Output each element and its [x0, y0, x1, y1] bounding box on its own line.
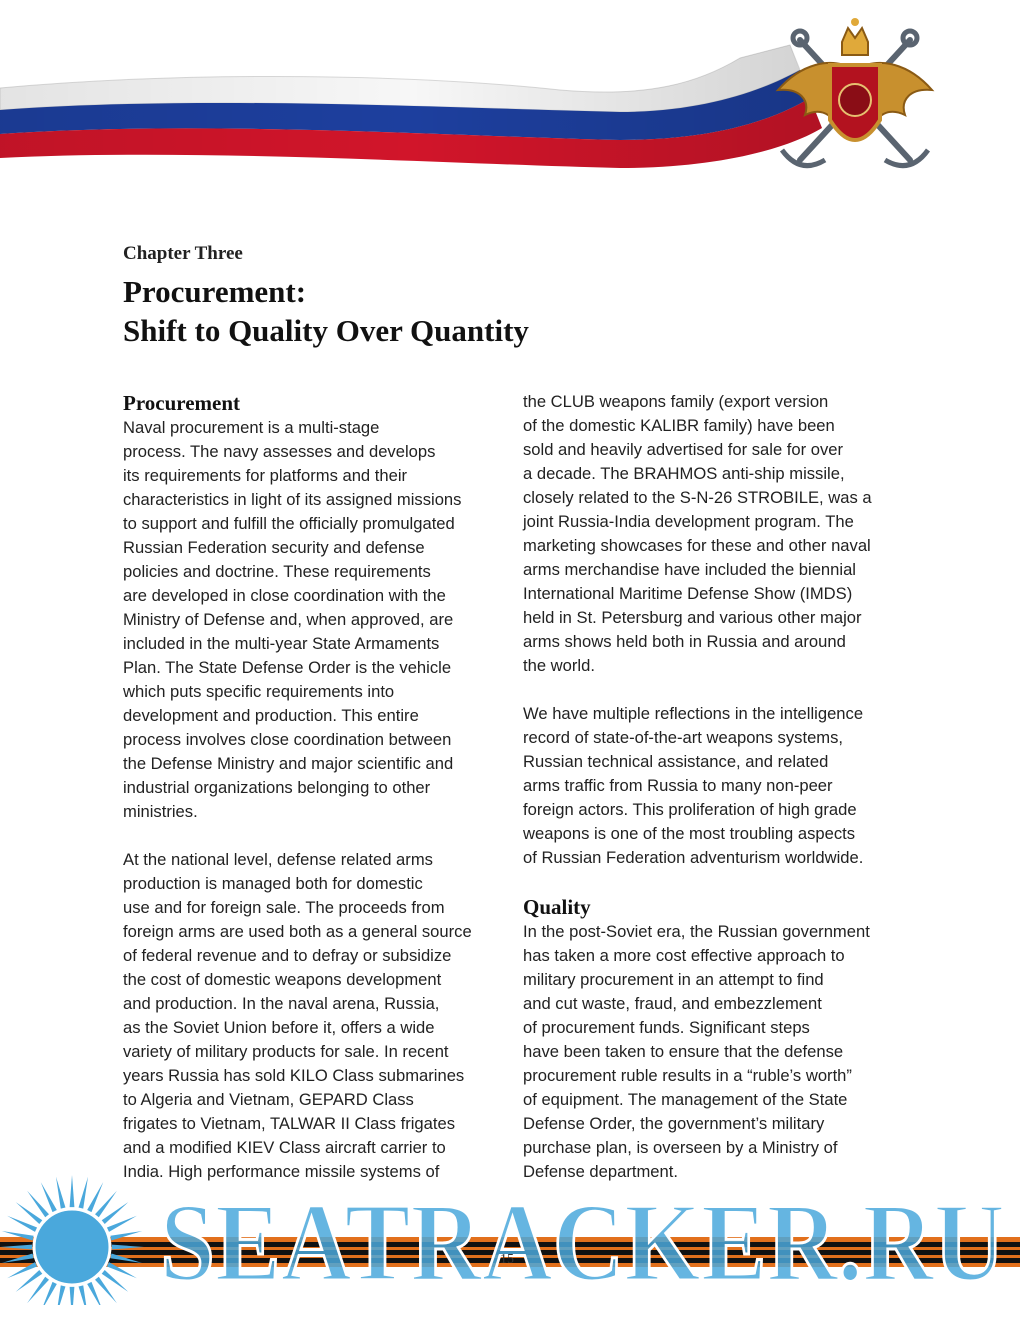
text-line: Naval procurement is a multi-stage	[123, 418, 380, 437]
text-line: military procurement in an attempt to find	[523, 970, 824, 989]
text-line: sold and heavily advertised for sale for over	[523, 440, 844, 459]
text-line: marketing showcases for these and other naval	[523, 536, 871, 555]
text-line: which puts specific requirements into	[123, 682, 395, 701]
text-line: policies and doctrine. These requirements	[123, 562, 431, 581]
text-line: production is managed both for domestic	[123, 874, 423, 893]
text-line: variety of military products for sale. In recent	[123, 1042, 449, 1061]
text-line: Defense Order, the government’s military	[523, 1114, 825, 1133]
sun-ray	[7, 1216, 37, 1232]
text-line: held in St. Petersburg and various other major	[523, 608, 862, 627]
text-line: frigates to Vietnam, TALWAR II Class frigates	[123, 1114, 455, 1133]
text-line: In the post-Soviet era, the Russian government	[523, 922, 870, 941]
text-line: have been taken to ensure that the defense	[523, 1042, 844, 1061]
text-line: its requirements for platforms and their	[123, 466, 408, 485]
text-line: foreign actors. This proliferation of high grade	[523, 800, 857, 819]
text-line: arms traffic from Russia to many non-peer	[523, 776, 833, 795]
left-column	[123, 390, 508, 1208]
paragraph-club-weapons	[523, 390, 908, 678]
sun-ray	[70, 1287, 75, 1305]
text-line: included in the multi-year State Armaments	[123, 634, 440, 653]
sun-ray	[56, 1177, 65, 1209]
text-line: purchase plan, is overseen by a Ministry of	[523, 1138, 838, 1157]
text-line: of the domestic KALIBR family) have been	[523, 416, 835, 435]
text-line: We have multiple reflections in the intelligence	[523, 704, 864, 723]
text-line: Ministry of Defense and, when approved, are	[123, 610, 454, 629]
text-line: industrial organizations belonging to other	[123, 778, 431, 797]
text-line: International Maritime Defense Show (IMDS)	[523, 584, 853, 603]
text-line: weapons is one of the most troubling aspects	[523, 824, 856, 843]
text-line: record of state-of-the-art weapons systems,	[523, 728, 844, 747]
sun-ray	[87, 1182, 103, 1212]
text-line: and cut waste, fraud, and embezzlement	[523, 994, 822, 1013]
text-line: foreign arms are used both as a general source	[123, 922, 472, 941]
text-line: India. High performance missile systems of	[123, 1162, 440, 1181]
chapter-label: Chapter Three	[123, 243, 243, 264]
text-line: closely related to the S-N-26 STROBILE, was a	[523, 488, 872, 507]
text-line: are developed in close coordination with the	[123, 586, 446, 605]
text-line: process. The navy assesses and develops	[123, 442, 436, 461]
text-line: Russian Federation security and defense	[123, 538, 425, 557]
text-line: procurement ruble results in a “ruble’s worth”	[523, 1066, 852, 1085]
text-line: arms shows held both in Russia and around	[523, 632, 846, 651]
paragraph-intelligence-record	[523, 702, 908, 870]
text-line: Plan. The State Defense Order is the vehicle	[123, 658, 452, 677]
right-column	[523, 390, 908, 1208]
paragraph-naval-procurement	[123, 416, 508, 824]
page-number: 15	[500, 1252, 514, 1267]
text-line: the world.	[523, 656, 595, 675]
text-line: the cost of domestic weapons development	[123, 970, 442, 989]
section-heading-quality: Quality	[523, 895, 591, 919]
text-line: of procurement funds. Significant steps	[523, 1018, 810, 1037]
text-line: and production. In the naval arena, Russia,	[123, 994, 440, 1013]
sun-ray	[41, 1182, 57, 1212]
text-line: the Defense Ministry and major scientific and	[123, 754, 454, 773]
text-line: process involves close coordination between	[123, 730, 452, 749]
text-line: joint Russia-India development program. The	[523, 512, 854, 531]
text-line: as the Soviet Union before it, offers a wide	[123, 1018, 435, 1037]
sun-ray	[79, 1285, 88, 1305]
text-line: of federal revenue and to defray or subsidize	[123, 946, 452, 965]
watermark	[0, 1175, 1020, 1305]
text-line: use and for foreign sale. The proceeds from	[123, 898, 445, 917]
section-heading-procurement: Procurement	[123, 391, 241, 415]
paragraph-post-soviet	[523, 920, 908, 1184]
watermark-text: SEATRACKER.RU	[160, 1181, 1005, 1305]
sun-ray	[79, 1177, 88, 1209]
sun-ray	[70, 1175, 75, 1207]
text-line: characteristics in light of its assigned missions	[123, 490, 462, 509]
text-line: a decade. The BRAHMOS anti-ship missile,	[523, 464, 845, 483]
text-line: ministries.	[123, 802, 198, 821]
sun-ray	[56, 1285, 65, 1305]
text-line: to support and fulfill the officially promulgated	[123, 514, 455, 533]
text-line: has taken a more cost effective approach to	[523, 946, 845, 965]
text-line: At the national level, defense related arms	[123, 850, 433, 869]
text-line: to Algeria and Vietnam, GEPARD Class	[123, 1090, 414, 1109]
text-line: and a modified KIEV Class aircraft carrier to	[123, 1138, 446, 1157]
text-line: development and production. This entire	[123, 706, 419, 725]
text-line: arms merchandise have included the biennial	[523, 560, 856, 579]
paragraph-national-level	[123, 848, 508, 1184]
page-title	[123, 272, 529, 350]
page-title-line-2: Shift to Quality Over Quantity	[123, 313, 529, 348]
text-line: of Russian Federation adventurism worldwide.	[523, 848, 864, 867]
text-line: the CLUB weapons family (export version	[523, 392, 829, 411]
text-line: of equipment. The management of the State	[523, 1090, 848, 1109]
text-line: Russian technical assistance, and related	[523, 752, 829, 771]
page-title-line-1: Procurement:	[123, 274, 307, 309]
naval-emblem-icon	[770, 10, 940, 185]
text-line: Defense department.	[523, 1162, 678, 1181]
sun-ray	[107, 1216, 137, 1232]
text-line: years Russia has sold KILO Class submarines	[123, 1066, 465, 1085]
